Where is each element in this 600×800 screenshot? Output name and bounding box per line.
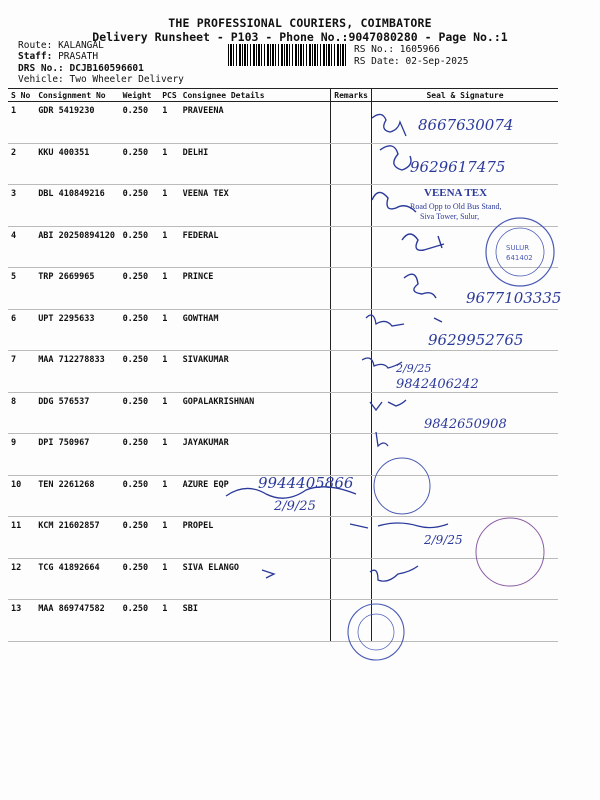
seal-branch: SULUR xyxy=(506,244,530,252)
row-signature xyxy=(372,392,559,434)
row-pcs: 1 xyxy=(159,517,179,559)
row-sno: 3 xyxy=(8,185,35,227)
row-weight: 0.250 xyxy=(120,434,160,476)
staff-value: PRASATH xyxy=(58,51,99,62)
row-remarks xyxy=(331,558,372,600)
table-row xyxy=(8,434,558,476)
row-sno: 2 xyxy=(8,143,35,185)
stamp-veena-title: VEENA TEX xyxy=(424,187,488,199)
row-weight: 0.250 xyxy=(120,351,160,393)
row-remarks xyxy=(331,434,372,476)
row-signature xyxy=(372,309,559,351)
row-pcs: 1 xyxy=(159,434,179,476)
row-signature xyxy=(372,226,559,268)
table-row xyxy=(8,143,558,185)
rs-no-value: 1605966 xyxy=(399,44,440,55)
hand-phone-row2: 9629617475 xyxy=(410,158,506,176)
row-consignment-no: TCG 41892664 xyxy=(35,558,119,600)
row-consignment-no: TEN 2261268 xyxy=(35,475,119,517)
row-weight: 0.250 xyxy=(120,392,160,434)
row-sno: 1 xyxy=(8,102,35,144)
row-signature xyxy=(372,434,559,476)
row-pcs: 1 xyxy=(159,102,179,144)
row-sno: 8 xyxy=(8,392,35,434)
row-remarks xyxy=(331,475,372,517)
row-consignment-no: KCM 21602857 xyxy=(35,517,119,559)
row-consignee: PRINCE xyxy=(180,268,331,310)
staff-line xyxy=(18,51,98,63)
row-sno: 7 xyxy=(8,351,35,393)
row-pcs: 1 xyxy=(159,268,179,310)
row-remarks xyxy=(331,351,372,393)
row-consignee: VEENA TEX xyxy=(180,185,331,227)
col-pcs: PCS xyxy=(159,89,179,102)
stamp-veena-line1: Road Opp to Old Bus Stand, xyxy=(410,202,502,211)
row-signature xyxy=(372,600,559,642)
row-sno: 9 xyxy=(8,434,35,476)
vehicle-line xyxy=(18,74,184,86)
row-consignment-no: DPI 750967 xyxy=(35,434,119,476)
col-sno: S No xyxy=(8,89,35,102)
table-row xyxy=(8,392,558,434)
row-remarks xyxy=(331,309,372,351)
row-weight: 0.250 xyxy=(120,475,160,517)
row-signature xyxy=(372,558,559,600)
row-weight: 0.250 xyxy=(120,517,160,559)
row-remarks xyxy=(331,268,372,310)
row-pcs: 1 xyxy=(159,600,179,642)
row-consignee: PROPEL xyxy=(180,517,331,559)
col-signature: Seal & Signature xyxy=(372,89,559,102)
row-consignee: SBI xyxy=(180,600,331,642)
table-row xyxy=(8,351,558,393)
row-signature xyxy=(372,102,559,144)
rs-date-value: 02-Sep-2025 xyxy=(405,56,469,67)
col-consignment: Consignment No xyxy=(35,89,119,102)
row-sno: 10 xyxy=(8,475,35,517)
row-consignment-no: MAA 869747582 xyxy=(35,600,119,642)
table-row xyxy=(8,600,558,642)
rs-info xyxy=(354,44,468,68)
row-pcs: 1 xyxy=(159,351,179,393)
table-row xyxy=(8,558,558,600)
row-signature xyxy=(372,475,559,517)
row-consignee: GOPALAKRISHNAN xyxy=(180,392,331,434)
hand-date-row11: 2/9/25 xyxy=(424,533,463,547)
row-remarks xyxy=(331,102,372,144)
row-pcs: 1 xyxy=(159,392,179,434)
row-remarks xyxy=(331,600,372,642)
row-weight: 0.250 xyxy=(120,185,160,227)
row-consignee: DELHI xyxy=(180,143,331,185)
row-consignee: PRAVEENA xyxy=(180,102,331,144)
vehicle-label: Vehicle: xyxy=(18,74,64,85)
row-consignee: SIVAKUMAR xyxy=(180,351,331,393)
row-signature xyxy=(372,517,559,559)
row-remarks xyxy=(331,185,372,227)
table-header xyxy=(8,89,558,102)
row-weight: 0.250 xyxy=(120,309,160,351)
row-consignment-no: TRP 2669965 xyxy=(35,268,119,310)
table-row xyxy=(8,102,558,144)
rs-no-label: RS No.: xyxy=(354,44,395,55)
rs-date-label: RS Date: xyxy=(354,56,400,67)
col-weight: Weight xyxy=(120,89,160,102)
table-row xyxy=(8,226,558,268)
row-consignee: GOWTHAM xyxy=(180,309,331,351)
col-consignee: Consignee Details xyxy=(180,89,331,102)
row-weight: 0.250 xyxy=(120,268,160,310)
row-pcs: 1 xyxy=(159,226,179,268)
row-signature xyxy=(372,143,559,185)
row-sno: 4 xyxy=(8,226,35,268)
drs-value: DCJB160596601 xyxy=(69,63,144,74)
hand-phone-row1: 8667630074 xyxy=(418,116,514,134)
row-consignment-no: KKU 400351 xyxy=(35,143,119,185)
hand-phone-row10: 9944405866 xyxy=(258,474,354,492)
row-sno: 11 xyxy=(8,517,35,559)
hand-phone-row8: 9842650908 xyxy=(424,417,507,432)
runsheet-subtitle: Delivery Runsheet - P103 - Phone No.:9047080280 - Page No.:1 xyxy=(92,30,508,44)
hand-phone-row5: 9677103335 xyxy=(466,289,562,307)
row-sno: 5 xyxy=(8,268,35,310)
row-signature xyxy=(372,268,562,310)
table-row xyxy=(8,475,558,517)
hand-phone-row7: 9842406242 xyxy=(396,377,479,392)
row-consignment-no: DBL 410849216 xyxy=(35,185,119,227)
row-remarks xyxy=(331,143,372,185)
row-signature xyxy=(372,351,559,393)
drs-label: DRS No.: xyxy=(18,63,64,74)
row-consignee: JAYAKUMAR xyxy=(180,434,331,476)
row-consignment-no: UPT 2295633 xyxy=(35,309,119,351)
seal-code: 641402 xyxy=(506,254,533,262)
row-remarks xyxy=(331,226,372,268)
row-weight: 0.250 xyxy=(120,143,160,185)
row-consignee: SIVA ELANGO xyxy=(180,558,331,600)
row-weight: 0.250 xyxy=(120,226,160,268)
barcode xyxy=(228,44,348,66)
row-remarks xyxy=(331,392,372,434)
row-pcs: 1 xyxy=(159,143,179,185)
row-sno: 6 xyxy=(8,309,35,351)
hand-phone-row6: 9629952765 xyxy=(428,331,524,349)
company-title: THE PROFESSIONAL COURIERS, COIMBATORE xyxy=(168,16,432,30)
row-sno: 12 xyxy=(8,558,35,600)
delivery-table xyxy=(8,88,558,642)
col-remarks: Remarks xyxy=(331,89,372,102)
vehicle-value: Two Wheeler Delivery xyxy=(69,74,184,85)
table-row xyxy=(8,268,558,310)
table-row xyxy=(8,309,558,351)
row-consignment-no: DDG 576537 xyxy=(35,392,119,434)
row-weight: 0.250 xyxy=(120,600,160,642)
row-consignment-no: GDR 5419230 xyxy=(35,102,119,144)
row-pcs: 1 xyxy=(159,185,179,227)
staff-label: Staff: xyxy=(18,51,53,62)
stamp-veena-line2: Siva Tower, Sulur, xyxy=(420,212,480,221)
hand-date-row10: 2/9/25 xyxy=(274,499,316,514)
route-label: Route: xyxy=(18,40,53,51)
row-sno: 13 xyxy=(8,600,35,642)
table-row xyxy=(8,517,558,559)
row-remarks xyxy=(331,517,372,559)
table-row xyxy=(8,185,558,227)
route-value: KALANGAL xyxy=(58,40,104,51)
row-pcs: 1 xyxy=(159,475,179,517)
row-consignee: FEDERAL xyxy=(180,226,331,268)
row-signature xyxy=(372,185,559,227)
row-weight: 0.250 xyxy=(120,558,160,600)
row-weight: 0.250 xyxy=(120,102,160,144)
row-pcs: 1 xyxy=(159,309,179,351)
row-consignee: AZURE EQP xyxy=(180,475,331,517)
row-consignment-no: ABI 20250894120 xyxy=(35,226,119,268)
row-consignment-no: MAA 712278833 xyxy=(35,351,119,393)
row-pcs: 1 xyxy=(159,558,179,600)
hand-date-row7: 2/9/25 xyxy=(396,362,432,375)
